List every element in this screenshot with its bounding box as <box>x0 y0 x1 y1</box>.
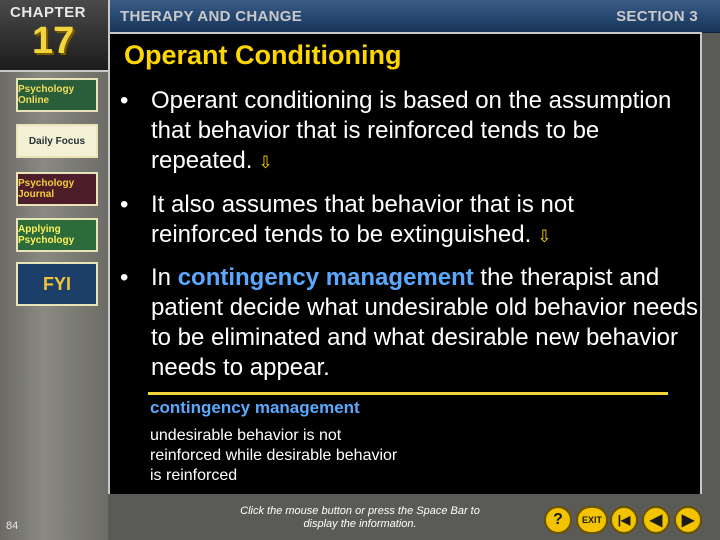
daily-focus-icon[interactable] <box>16 124 98 158</box>
bullet-dot: • <box>120 87 129 114</box>
slide-heading: Operant Conditioning <box>124 40 402 70</box>
question-icon: ? <box>553 511 563 528</box>
chevron-left-icon: ◀ <box>649 512 663 529</box>
chapter-badge <box>0 0 110 72</box>
help-button[interactable] <box>544 506 572 534</box>
down-arrow-icon: ⇩ <box>258 153 273 172</box>
psychology-online-icon[interactable] <box>16 78 98 112</box>
sidebar-item-label: FYI <box>42 273 71 294</box>
divider <box>148 392 668 395</box>
chapter-number: 17 <box>32 20 75 62</box>
sidebar-item-label: Applying Psychology <box>18 224 75 246</box>
sidebar-item-label: Psychology Online <box>18 84 75 106</box>
bullet-text-suffix: the therapist and patient decide what undesirable old behavior needs to be eliminated and what desirable new behavior needs to appear. <box>151 264 699 381</box>
sidebar-item-label: Daily Focus <box>28 135 86 147</box>
exit-button[interactable] <box>576 506 608 534</box>
bullet-text-prefix: In <box>151 264 178 291</box>
definition-term: contingency management <box>150 398 360 417</box>
exit-icon: EXIT <box>581 515 602 525</box>
sidebar-item-label: Psychology Journal <box>18 178 75 200</box>
psychology-journal-icon[interactable] <box>16 172 98 206</box>
applying-psychology-icon[interactable] <box>16 218 98 252</box>
sidebar <box>0 72 108 540</box>
next-button[interactable] <box>674 506 702 534</box>
bullet-text: It also assumes that behavior that is not reinforced tends to be extinguished. <box>151 191 574 248</box>
instruction-text: Click the mouse button or press the Space Bar to display the information. <box>240 505 480 530</box>
definition-text: undesirable behavior is not reinforced while desirable behavior is reinforced <box>150 427 398 484</box>
chapter-label: CHAPTER <box>10 4 87 21</box>
first-slide-button[interactable] <box>610 506 638 534</box>
section-label: SECTION 3 <box>616 8 698 25</box>
down-arrow-icon: ⇩ <box>537 227 552 246</box>
bullet-dot: • <box>120 191 129 218</box>
bullet-dot: • <box>120 264 129 291</box>
term-highlight[interactable]: contingency management <box>177 264 474 291</box>
previous-button[interactable] <box>642 506 670 534</box>
chevron-right-icon: ▶ <box>681 512 695 529</box>
chapter-title: THERAPY AND CHANGE <box>120 8 303 25</box>
bullet-text: Operant conditioning is based on the assumption that behavior that is reinforced tends to be repeated. <box>151 87 672 174</box>
fyi-icon[interactable] <box>16 262 98 306</box>
page-number: 84 <box>6 520 19 532</box>
skip-back-icon: |◀ <box>617 513 631 527</box>
